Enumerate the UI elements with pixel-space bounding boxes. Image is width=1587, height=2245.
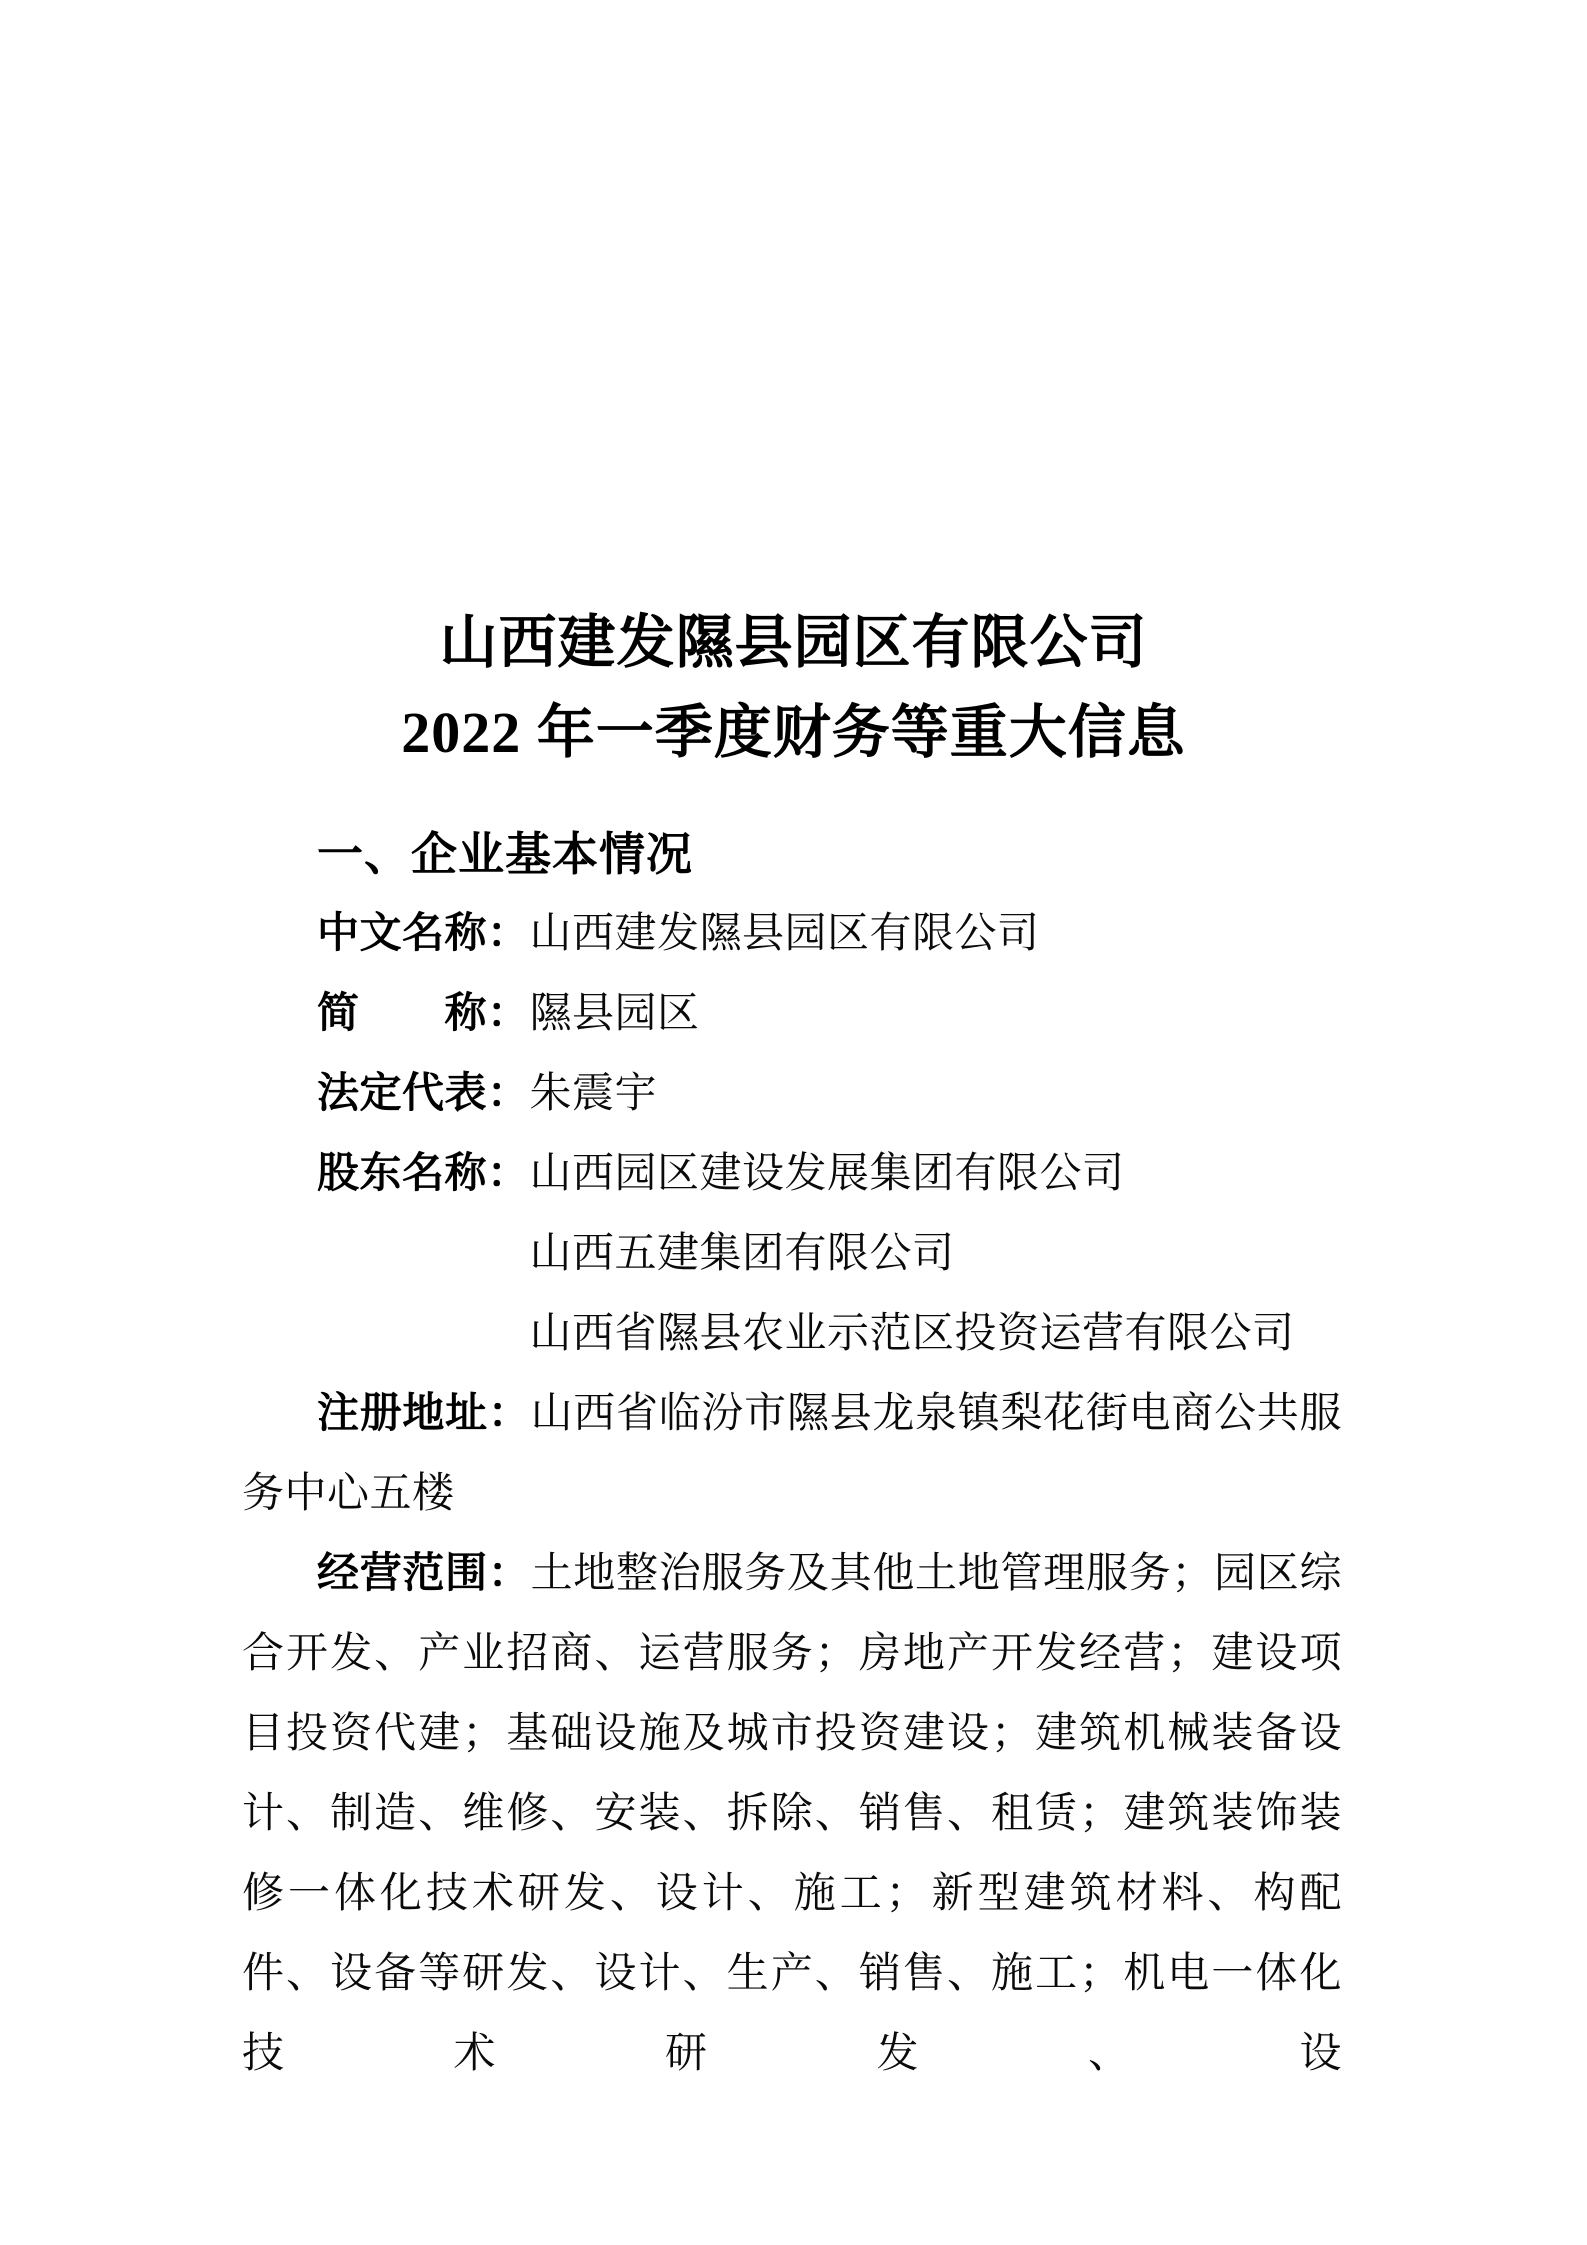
field-shareholders-values (530, 1134, 1295, 1374)
field-registered-address-value: 山西省临汾市隰县龙泉镇梨花街电商公共服务中心五楼 (242, 1391, 1342, 1517)
field-registered-address-label: 注册地址： (317, 1391, 531, 1437)
field-legal-representative-value: 朱震宇 (529, 1071, 658, 1117)
field-short-name (242, 974, 1342, 1054)
field-chinese-name-label: 中文名称： (317, 911, 530, 957)
field-shareholders-label: 股东名称： (317, 1151, 530, 1197)
shareholder-3: 山西省隰县农业示范区投资运营有限公司 (529, 1311, 1295, 1357)
field-chinese-name-value: 山西建发隰县园区有限公司 (529, 911, 1040, 957)
field-registered-address (242, 1374, 1342, 1534)
shareholder-1: 山西园区建设发展集团有限公司 (529, 1151, 1125, 1197)
document-title (0, 0, 1587, 778)
field-business-scope-label: 经营范围： (317, 1551, 531, 1597)
field-chinese-name (242, 894, 1342, 974)
field-business-scope-value: 土地整治服务及其他土地管理服务；园区综合开发、产业招商、运营服务；房地产开发经营；建设项目投资代建；基础设施及城市投资建设；建筑机械装备设计、制造、维修、安装、拆除、销售、租赁；建筑装饰装修一体化技术研发、设计、施工；新型建筑材料、构配件、设备等研发、设计、生产、销售、施工；机电一体化技术研发、设 (242, 1551, 1342, 2077)
field-legal-representative-label: 法定代表： (317, 1071, 530, 1117)
field-shareholders (242, 1134, 1342, 1374)
field-legal-representative (242, 1054, 1342, 1134)
shareholder-2: 山西五建集团有限公司 (529, 1231, 955, 1277)
field-short-name-value: 隰县园区 (529, 991, 700, 1037)
field-short-name-label: 简 称： (317, 991, 530, 1037)
document-body (242, 814, 1342, 2094)
title-line-2: 2022 年一季度财务等重大信息 (401, 700, 1186, 765)
title-line-1: 山西建发隰县园区有限公司 (439, 610, 1148, 675)
field-business-scope (242, 1534, 1342, 2094)
section-heading: 一、企业基本情况 (317, 828, 693, 880)
